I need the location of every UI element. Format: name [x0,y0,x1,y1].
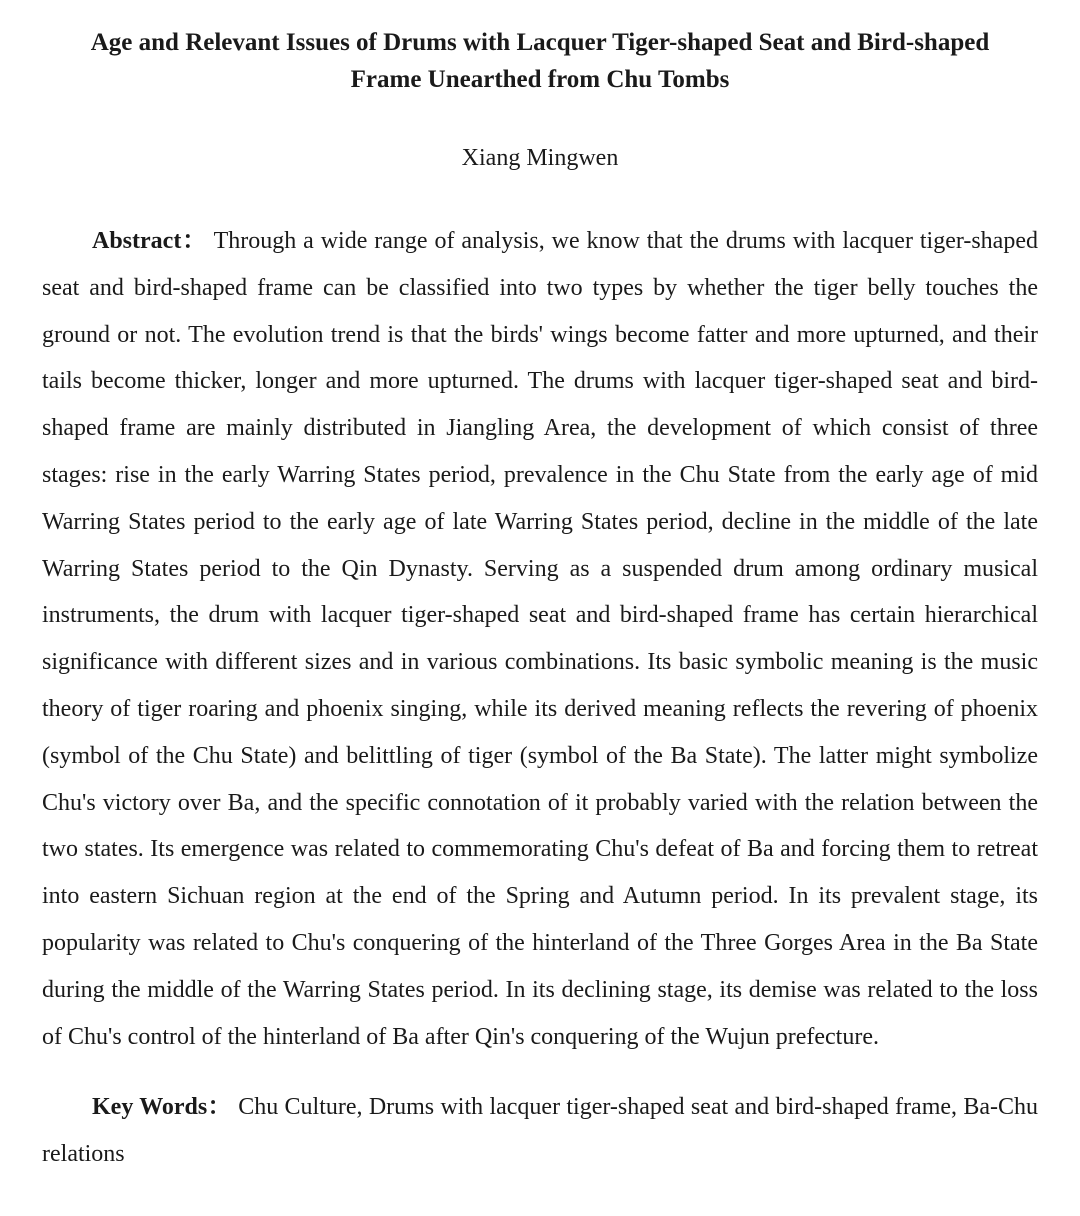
keywords-paragraph [42,1084,1038,1178]
abstract-text: Through a wide range of analysis, we know that the drums with lacquer tiger-shaped seat and bird-shaped frame can be classified into two types by whether the tiger belly touches the ground or not. The evolution trend is that the birds' wings become fatter and more upturned, and their tails become thicker, longer and more upturned. The drums with lacquer tiger-shaped seat and bird-shaped frame are mainly distributed in Jiangling Area, the development of which consist of three stages: rise in the early Warring States period, prevalence in the Chu State from the early age of mid Warring States period to the early age of late Warring States period, decline in the middle of the late Warring States period to the Qin Dynasty. Serving as a suspended drum among ordinary musical instruments, the drum with lacquer tiger-shaped seat and bird-shaped frame has certain hierarchical significance with different sizes and in various combinations. Its basic symbolic meaning is the music theory of tiger roaring and phoenix singing, while its derived meaning reflects the revering of phoenix (symbol of the Chu State) and belittling of tiger (symbol of the Ba State). The latter might symbolize Chu's victory over Ba, and the specific connotation of it probably varied with the relation between the two states. Its emergence was related to commemorating Chu's defeat of Ba and forcing them to retreat into eastern Sichuan region at the end of the Spring and Autumn period. In its prevalent stage, its popularity was related to Chu's conquering of the hinterland of the Three Gorges Area in the Ba State during the middle of the Warring States period. In its declining stage, its demise was related to the loss of Chu's control of the hinterland of Ba after Qin's conquering of the Wujun prefecture. [42,228,1038,1050]
abstract-paragraph [42,218,1038,1060]
paper-title-line-1: Age and Relevant Issues of Drums with Lacquer Tiger-shaped Seat and Bird-shaped [90,29,990,56]
keywords-label: Key Words： [92,1094,232,1121]
paper-author: Xiang Mingwen [461,145,619,171]
paper-title-line-2: Frame Unearthed from Chu Tombs [350,66,730,93]
paper-title [42,24,1038,98]
abstract-label: Abstract： [92,228,208,254]
keywords-text: Chu Culture, Drums with lacquer tiger-shaped seat and bird-shaped frame, Ba-Chu relations [42,1094,1038,1168]
